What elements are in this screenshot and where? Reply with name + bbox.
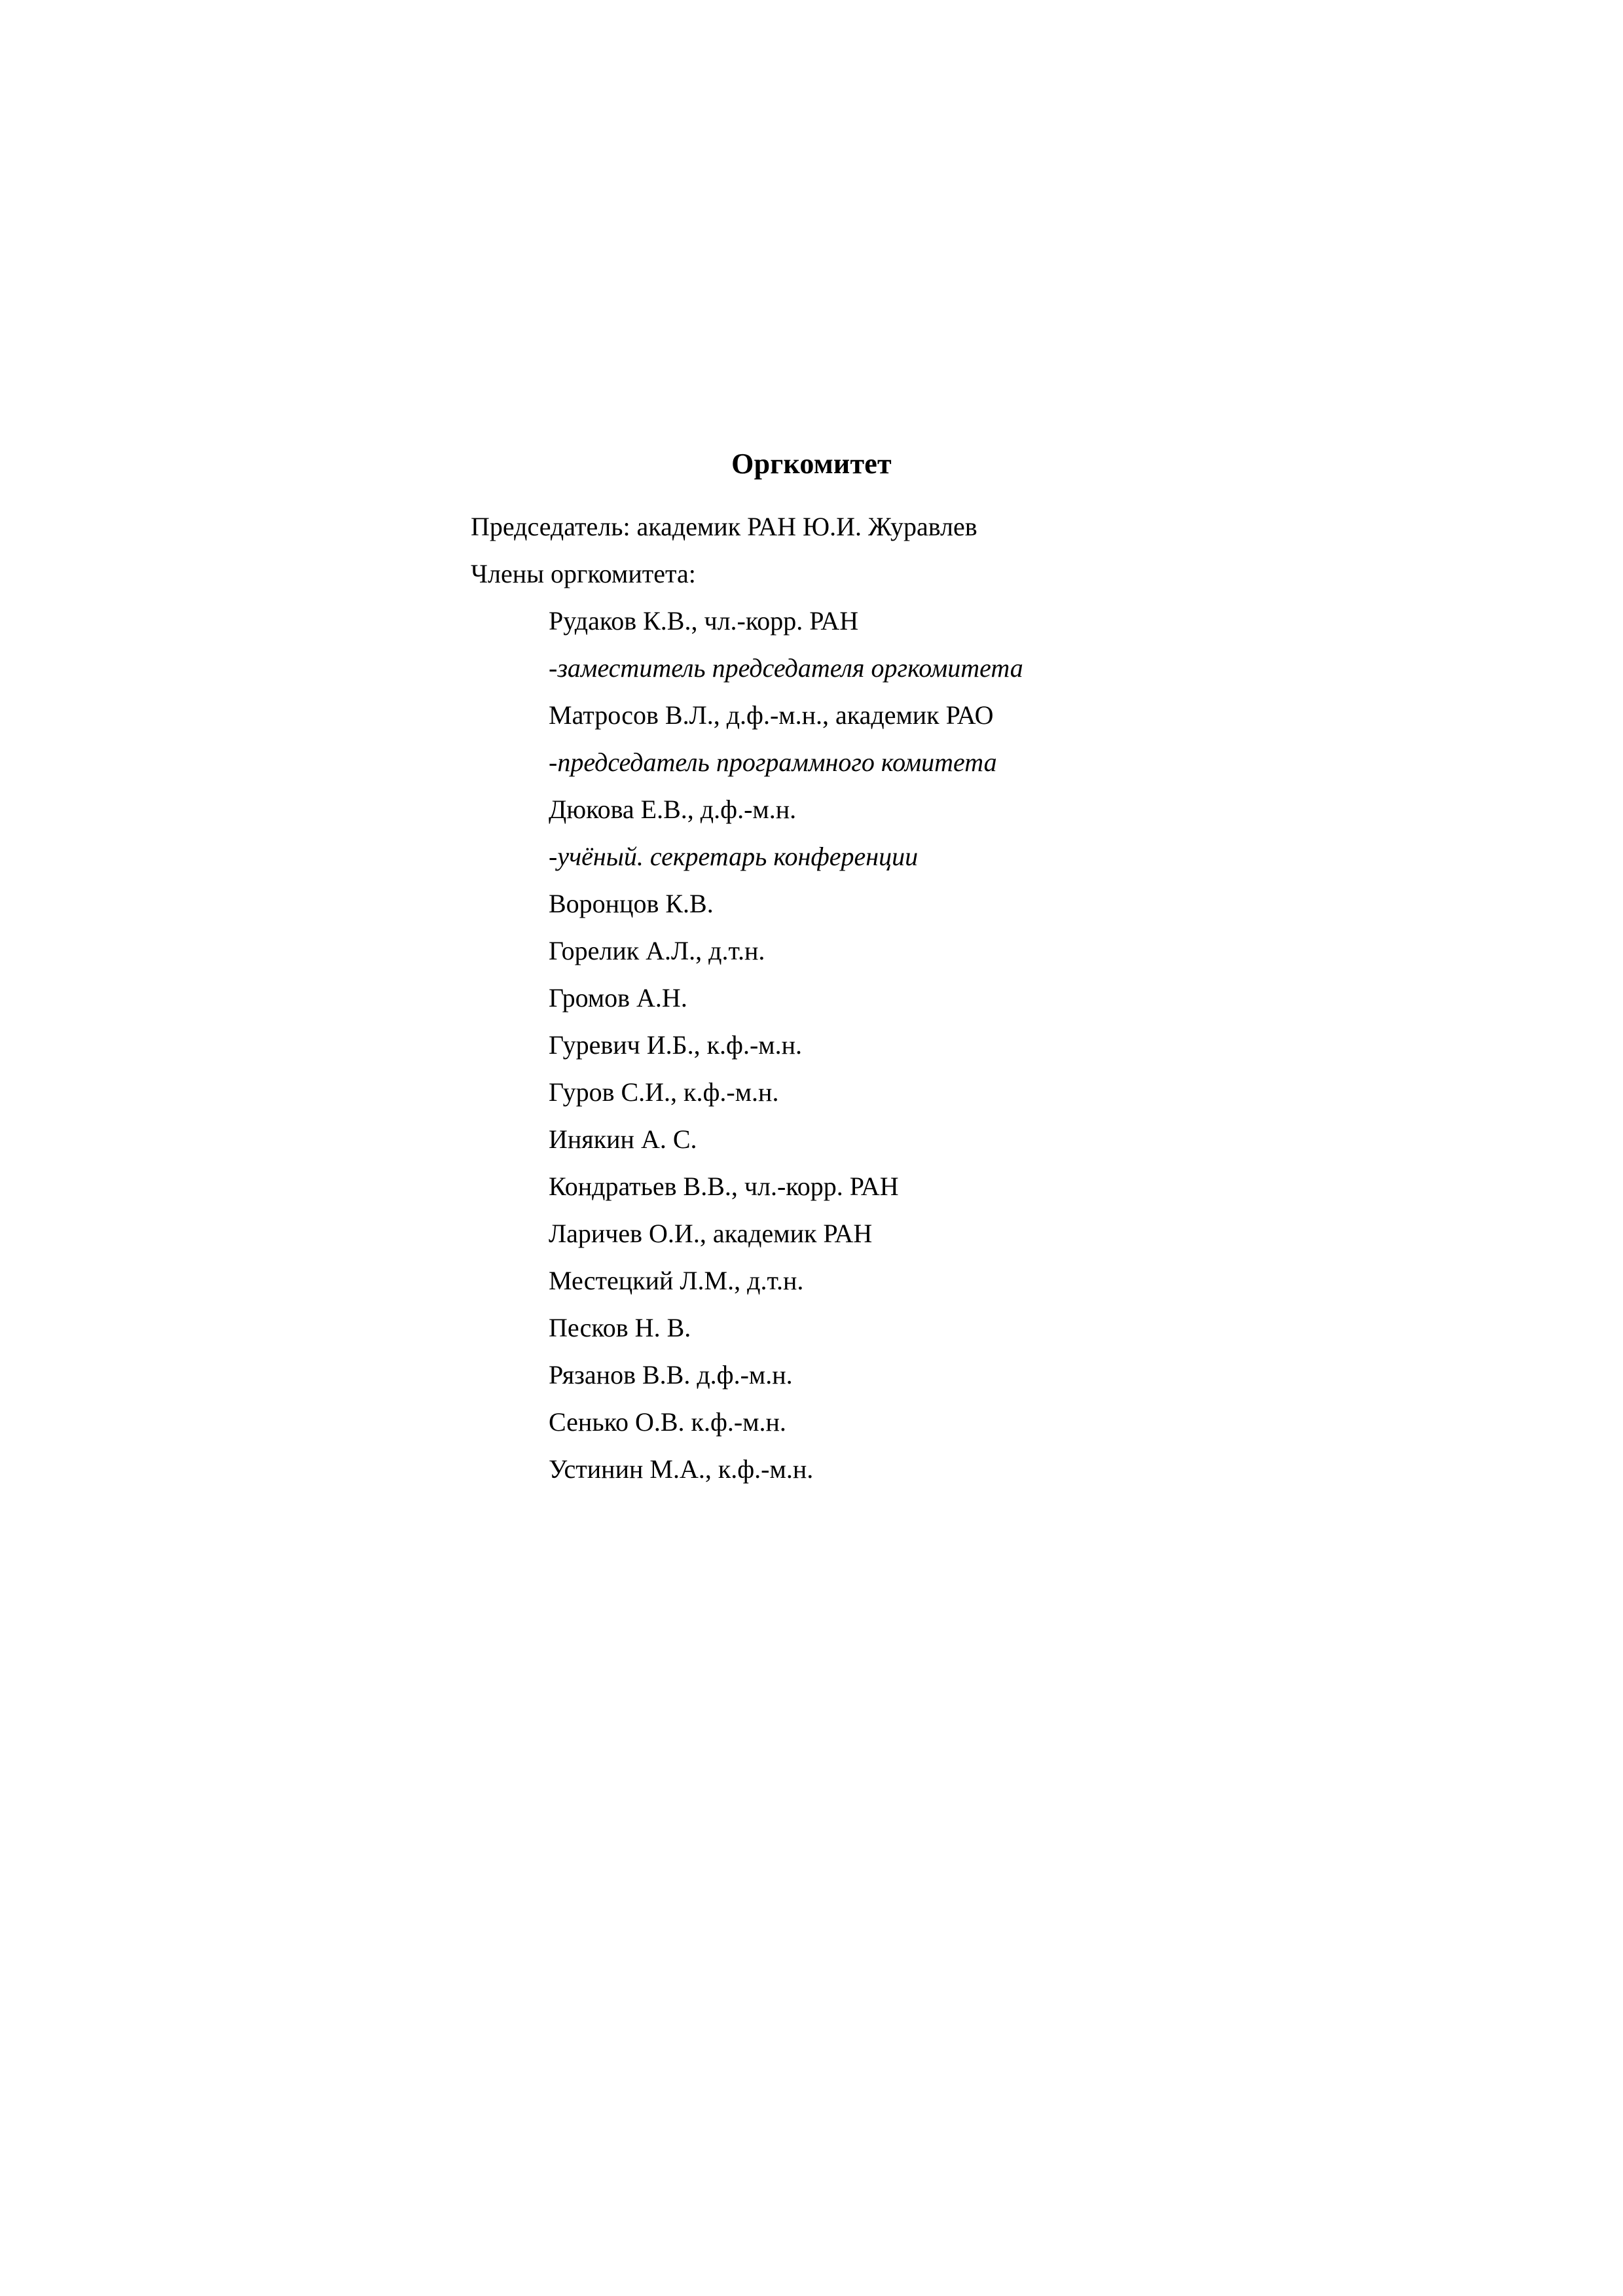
member-line: Матросов В.Л., д.ф.-м.н., академик РАО xyxy=(549,700,994,730)
member-line: Песков Н. В. xyxy=(549,1313,691,1342)
member-line: Воронцов К.В. xyxy=(549,889,714,918)
member-role-line: -председатель программного комитета xyxy=(549,747,997,777)
member-line: Сенько О.В. к.ф.-м.н. xyxy=(549,1407,786,1437)
member-line: Гуров С.И., к.ф.-м.н. xyxy=(549,1077,779,1107)
member-line: Местецкий Л.М., д.т.н. xyxy=(549,1266,804,1295)
page-title: Оргкомитет xyxy=(731,448,892,480)
member-line: Рудаков К.В., чл.-корр. РАН xyxy=(549,606,859,636)
member-role-line: -учёный. секретарь конференции xyxy=(549,842,919,871)
member-role-line: -заместитель председателя оргкомитета xyxy=(549,653,1023,683)
member-line: Инякин А. С. xyxy=(549,1124,697,1154)
member-line: Ларичев О.И., академик РАН xyxy=(549,1219,873,1248)
member-line: Гуревич И.Б., к.ф.-м.н. xyxy=(549,1030,803,1060)
member-line: Рязанов В.В. д.ф.-м.н. xyxy=(549,1360,793,1390)
chair-line: Председатель: академик РАН Ю.И. Журавлев xyxy=(471,512,977,541)
member-line: Устинин М.А., к.ф.-м.н. xyxy=(549,1454,814,1484)
member-line: Горелик А.Л., д.т.н. xyxy=(549,936,765,965)
member-line: Дюкова Е.В., д.ф.-м.н. xyxy=(549,795,797,824)
members-heading: Члены оргкомитета: xyxy=(471,559,696,588)
member-line: Громов А.Н. xyxy=(549,983,687,1013)
member-line: Кондратьев В.В., чл.-корр. РАН xyxy=(549,1172,899,1201)
